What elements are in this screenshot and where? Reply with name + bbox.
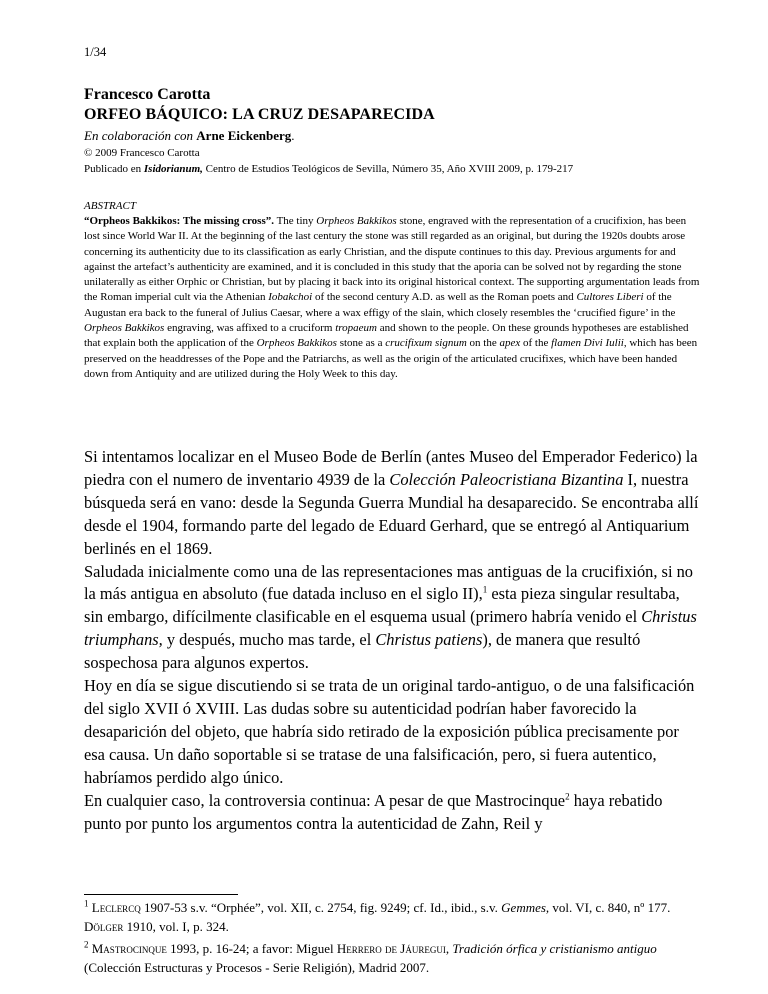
publication-line [84,163,573,175]
abstract-label: ABSTRACT [84,200,136,212]
pub-prefix: Publicado en [84,163,142,175]
abstract-heading: “Orpheos Bakkikos: The missing cross”. [84,215,274,227]
p1-text: I, nuestra búsqueda será en vano: desde la Segunda Guerra Mundial ha desaparecido. Se encontraba allí desde el 1904, formando parte del legado de Eduard Gerhard, que se entregó al Antiquarium berlinés en el 1869. [84,469,699,558]
abs-text: , which has been preserved on the headdresses of the Pope and the Patriarchs, as well as the origin of the articulated crucifixes, which have been handed down from Antiquity and are utilized during the Holy Week to this day. [84,337,698,380]
fn-text: (Colección Estructuras y Procesos - Serie Religión), Madrid 2007. [84,959,430,975]
fn-text: 1993, p. 16-24; a favor: Miguel [170,941,334,956]
footnote-number: 2 [84,939,89,950]
page-number: 1/34 [84,45,107,59]
abs-text: of the [523,337,549,350]
abs-italic: Cultores Liberi [576,291,644,304]
abs-italic: flamen Divi Iulii [551,337,624,350]
copyright-line: © 2009 Francesco Carotta [84,147,200,159]
collab-name: Arne Eickenberg [196,128,292,143]
footnote-ref-1[interactable]: 1 [482,584,488,595]
paragraph-4 [84,790,700,836]
abstract-text [84,214,700,382]
footnote-1 [84,899,700,936]
abs-text: stone as a [339,337,383,350]
fn-author: Dölger [84,918,124,934]
abs-italic: tropaeum [335,322,377,335]
p4-text: haya rebatido punto por punto los argumentos contra la autenticidad de Zahn, Reil y [84,790,663,833]
abs-text: and shown to the people. On these grounds hypotheses are established that explain both the application of the [84,322,689,350]
collaboration-line [84,128,295,144]
p2-text: esta pieza singular resultaba, sin embargo, difícilmente clasificable en el esquema usual (primero habría venido el [84,584,680,627]
p2-italic: Christus triumphans, [84,607,697,650]
collab-prefix: En colaboración con [84,128,194,143]
fn-text: 1907-53 s.v. “Orphée”, vol. XII, c. 2754, fig. 9249; cf. Id., ibid., s.v. [143,900,498,915]
p2-italic: Christus patiens [375,630,483,650]
footnote-2 [84,940,700,977]
p2-text: y después, mucho mas tarde, el [166,630,372,650]
footnote-divider [84,894,238,895]
collab-suffix: . [291,128,295,143]
fn-italic: Gemmes, [501,900,550,915]
abs-italic: crucifixum signum [385,337,467,350]
p1-italic: Colección Paleocristiana Bizantina [389,469,624,489]
fn-italic: Tradición órfica y cristianismo antiguo [452,941,657,956]
pub-suffix: Centro de Estudios Teológicos de Sevilla, Número 35, Año XVIII 2009, p. 179-217 [205,163,574,175]
paragraph-1 [84,446,700,561]
abs-text: stone, engraved with the representation of a crucifixion, has been lost since World War II. At the beginning of the last century the stone was still regarded as an original, but during the 1920s doubts arose concerning its authenticity due to its classification as early Christian, and the dispute continues to this day. Previous arguments for and against the artefact’s authenticity are examined, and it is concluded in this study that the aporia can be solved not by regarding the stone unilaterally as either Orphic or Christian, but by placing it back into its original historical context. The supporting argumentation leads from the Roman imperial cult via the Athenian [84,215,700,304]
p1-text: Si intentamos localizar en el Museo Bode de Berlín (antes Museo del Emperador Federico) la piedra con el numero de inventario 4939 de la [84,447,698,489]
pub-journal: Isidorianum, [143,163,203,175]
abs-text: engraving, was affixed to a cruciform [167,322,333,335]
author-name: Francesco Carotta [84,86,211,103]
footnote-ref-2[interactable]: 2 [565,791,570,802]
fn-author: Herrero de Jáuregui [336,941,446,956]
abs-text: on the [469,337,497,350]
fn-text: , [445,941,450,956]
paragraph-3: Hoy en día se sigue discutiendo si se trata de un original tardo-antiguo, o de una falsificación del siglo XVII ó XVIII. Las dudas sobre su autenticidad podrían haber favorecido la desaparición del objeto, que habría sido retirado de la exposición pública precisamente por esa causa. Un daño soportable si se tratase de una falsificación, pero, si fuera autentico, habríamos perdido algo único. [84,676,695,787]
abs-text: of the second century A.D. as well as the Roman poets and [314,291,574,304]
fn-text: 1910, vol. I, p. 324. [126,918,229,934]
body-text [84,446,700,835]
abs-italic: Orpheos Bakkikos [316,215,397,227]
fn-author: Leclercq [91,900,141,915]
fn-text: vol. VI, c. 840, nº 177. [552,900,671,915]
abs-italic: Iobakchoi [268,291,313,304]
p2-text: ), de manera que resultó sospechosa para algunos expertos. [84,630,641,673]
abs-text: The tiny [276,215,314,227]
abs-italic: Orpheos Bakkikos [84,322,165,335]
footnote-number: 1 [84,898,89,909]
document-title: ORFEO BÁQUICO: LA CRUZ DESAPARECIDA [84,106,435,123]
paragraph-2 [84,561,700,676]
abs-text: of the Augustan era back to the funeral of Julius Caesar, where a wax effigy of the slain, which closely resembles the ‘crucified figure’ in the [84,291,676,319]
abs-italic: Orpheos Bakkikos [256,337,337,350]
abs-italic: apex [499,337,521,350]
fn-author: Mastrocinque [91,941,167,956]
p4-text: En cualquier caso, la controversia continua: A pesar de que Mastrocinque [84,790,566,810]
p2-text: Saludada inicialmente como una de las representaciones mas antiguas de la crucifixión, si no la más antigua en absoluto (fue datada incluso en el siglo II), [84,561,693,604]
